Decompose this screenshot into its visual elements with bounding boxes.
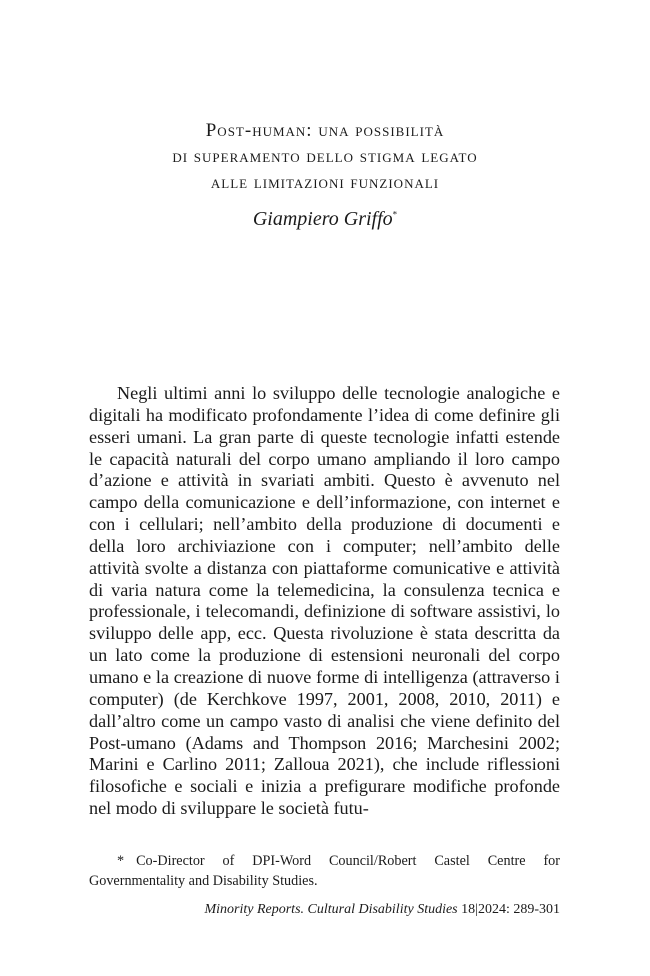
title-line-1: Post-human: una possibilità — [205, 120, 445, 141]
body-text — [89, 383, 560, 820]
page-info — [204, 902, 560, 918]
title-line-2: di superamento dello stigma legato — [172, 146, 478, 167]
title-line-3: alle limitazioni funzionali — [210, 172, 440, 193]
footnote-marker: * — [117, 853, 125, 869]
footnote — [89, 851, 560, 891]
body-paragraph: Negli ultimi anni lo sviluppo delle tecnologie analogiche e digitali ha modificato profondamente l’idea di come definire gli esseri umani. La gran parte di queste tecnologie infatti estende le capacità naturali del corpo umano ampliando il loro campo d’azione e attività in svariati ambiti. Questo è avvenuto nel campo della comunicazione e dell’informazione, con internet e con i cellulari; nell’ambito della produzione di documenti e della loro archiviazione con i computer; nell’ambito delle attività svolte a distanza con piattaforme comunicative e attività di varia natura come la telemedicina, la consulenza tecnica e professionale, i telecomandi, definizione di software assistivi, lo sviluppo delle app, ecc. Questa rivoluzione è stata descritta da un lato come la produzione di estensioni neuronali del corpo umano e la creazione di nuove forme di intelligenza (attraverso i computer) (de Kerchkove 1997, 2001, 2008, 2010, 2011) e dall’altro come un campo vasto di analisi che viene definito del Post-umano (Adams and Thompson 2016; Marchesini 2002; Marini e Carlino 2011; Zalloua 2021), che include riflessioni filosofiche e sociali e inizia a prefigurare modifiche profonde nel modo di sviluppare le società futu- — [89, 383, 560, 819]
journal-name: Minority Reports. Cultural Disability Studies — [204, 902, 458, 917]
author — [0, 208, 650, 231]
journal-issue: 18|2024: 289-301 — [461, 902, 560, 917]
author-name: Giampiero Griffo — [252, 208, 393, 230]
author-footnote-marker: * — [392, 209, 398, 220]
footnote-text: Co-Director of DPI-Word Council/Robert Castel Centre for Governmentality and Disability Studies. — [89, 853, 560, 889]
